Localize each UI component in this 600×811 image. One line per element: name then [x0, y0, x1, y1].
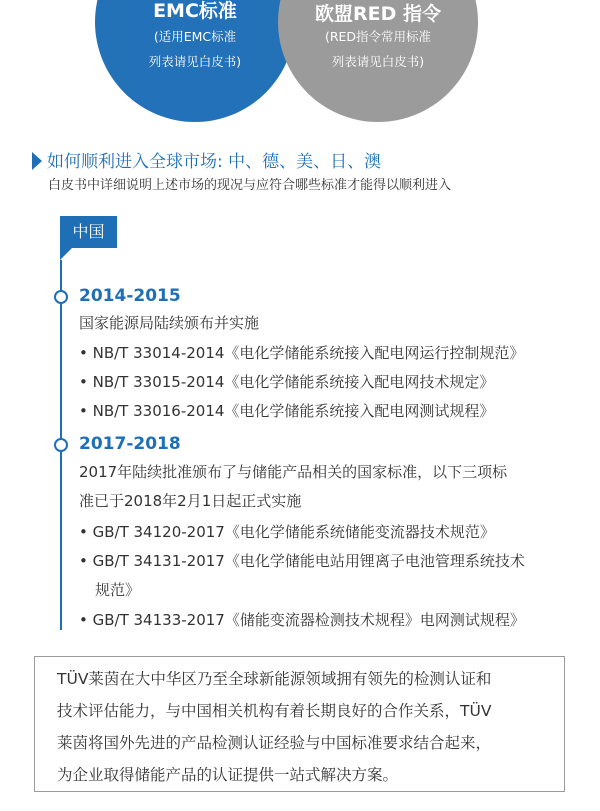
- list-item: • GB/T 34120-2017《电化学储能系统储能变流器技术规范》: [79, 523, 495, 541]
- emc-desc-line2: 列表请见白皮书): [148, 54, 242, 69]
- red-title: 欧盟RED 指令: [315, 3, 441, 25]
- timeline-dot: [54, 438, 68, 452]
- period-intro-line1: 2017年陆续批准颁布了与储能产品相关的国家标准，以下三项标: [79, 463, 508, 481]
- summary-line: 技术评估能力，与中国相关机构有着长期良好的合作关系，TÜV: [57, 702, 492, 720]
- list-item-continuation: 规范》: [95, 581, 141, 599]
- summary-line: 莱茵将国外先进的产品检测认证经验与中国标准要求结合起来，: [57, 734, 492, 752]
- summary-box: [34, 656, 565, 792]
- list-item: • NB/T 33015-2014《电化学储能系统接入配电网技术规定》: [79, 373, 495, 391]
- triangle-arrow-icon: [32, 152, 42, 170]
- period-intro: 国家能源局陆续颁布并实施: [79, 314, 260, 332]
- red-circle: [278, 0, 478, 122]
- tag-tail: [60, 248, 72, 260]
- section-heading: [32, 147, 381, 172]
- period-year: 2017-2018: [79, 434, 181, 454]
- period-intro-line2: 准已于2018年2月1日起正式实施: [79, 492, 302, 510]
- list-item: • GB/T 34133-2017《储能变流器检测技术规程》电网测试规程》: [79, 611, 525, 629]
- emc-desc: [95, 24, 295, 74]
- timeline-dot: [54, 290, 68, 304]
- summary-line: 为企业取得储能产品的认证提供一站式解决方案。: [57, 766, 399, 784]
- period-year: 2014-2015: [79, 286, 181, 306]
- section-subheading: 白皮书中详细说明上述市场的现况与应符合哪些标准才能得以顺利进入: [48, 178, 452, 193]
- section-heading-text: 如何顺利进入全球市场: 中、德、美、日、澳: [47, 152, 382, 172]
- list-item: • NB/T 33014-2014《电化学储能系统接入配电网运行控制规范》: [79, 344, 525, 362]
- red-desc: [278, 24, 478, 74]
- red-desc-line2: 列表请见白皮书): [331, 54, 425, 69]
- emc-circle: [95, 0, 295, 122]
- red-desc-line1: (RED指令常用标准: [324, 29, 432, 44]
- emc-title: EMC标准: [153, 0, 237, 22]
- list-item: • GB/T 34131-2017《电化学储能电站用锂离子电池管理系统技术: [79, 552, 525, 570]
- list-item: • NB/T 33016-2014《电化学储能系统接入配电网测试规程》: [79, 402, 495, 420]
- china-tag: 中国: [60, 216, 117, 248]
- summary-line: TÜV莱茵在大中华区乃至全球新能源领域拥有领先的检测认证和: [57, 670, 492, 688]
- emc-desc-line1: (适用EMC标准: [153, 29, 237, 44]
